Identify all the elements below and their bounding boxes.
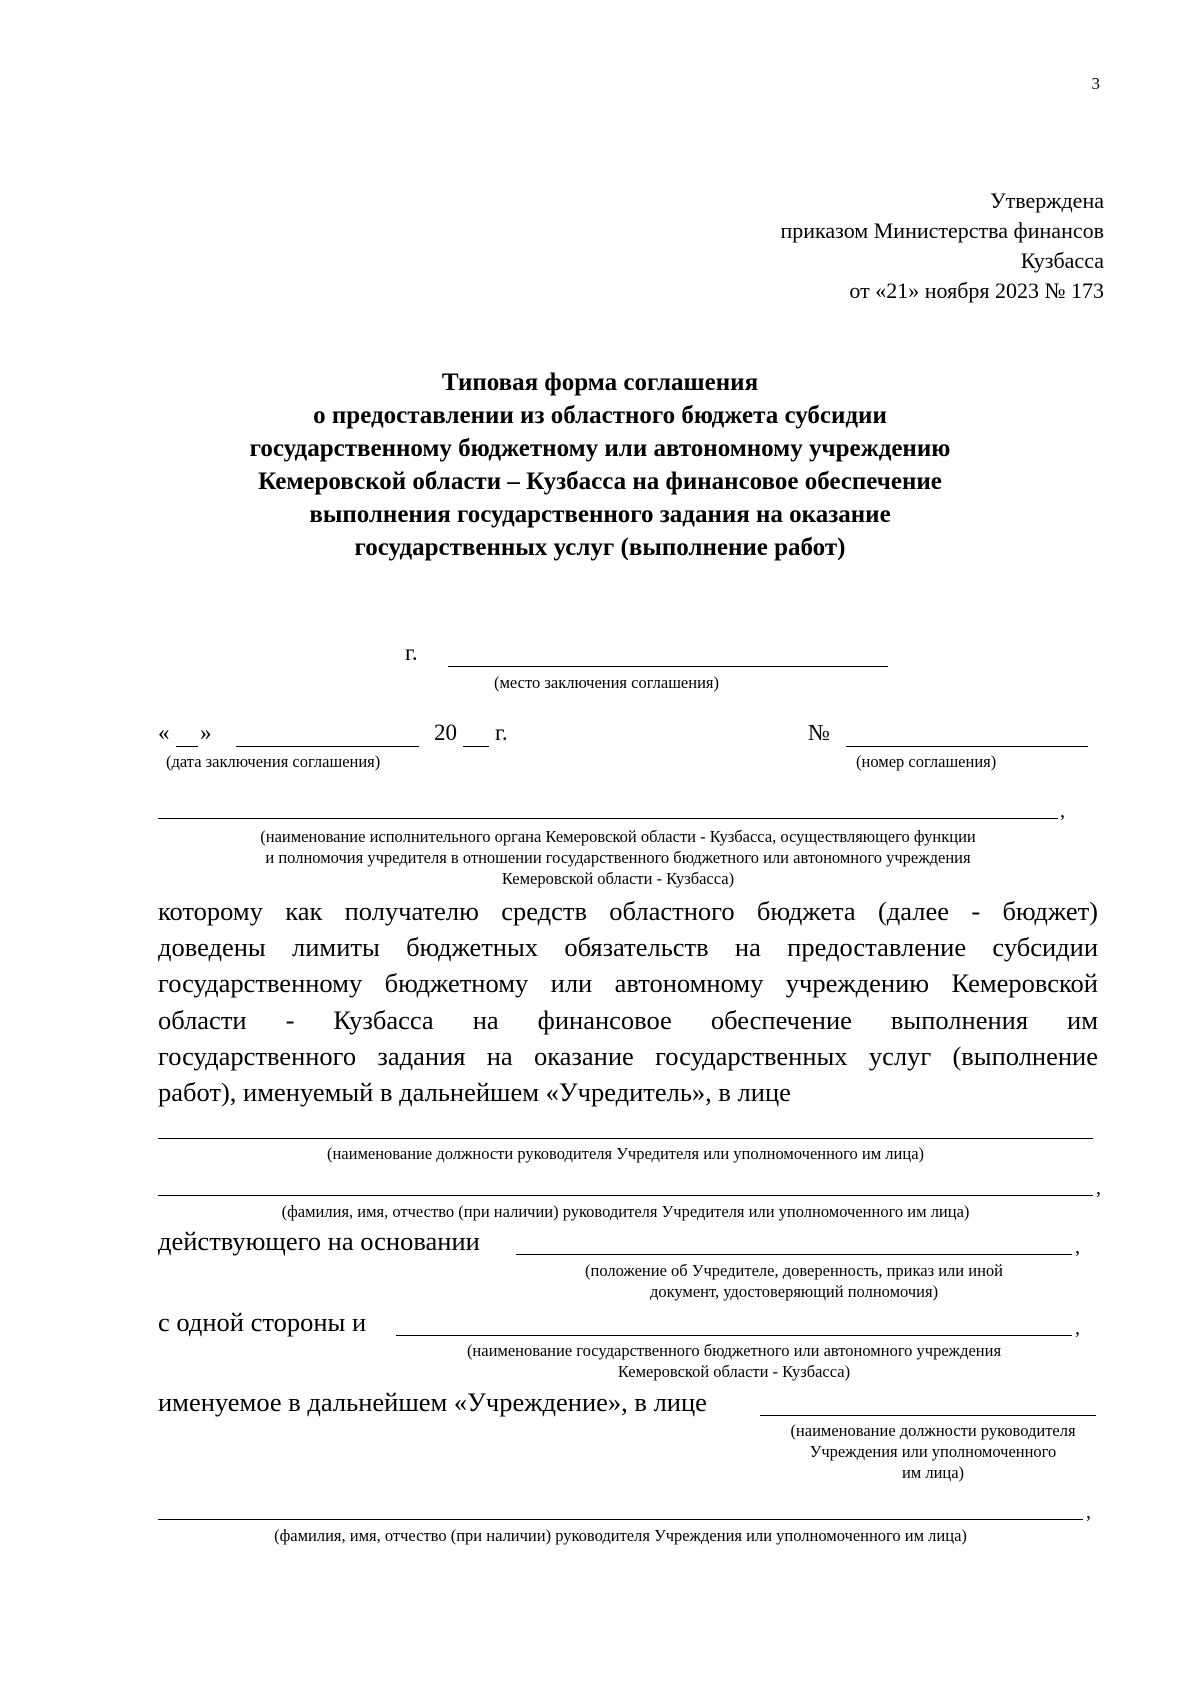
institution-caption-3: им лица) [901, 1463, 965, 1482]
institution-position-field[interactable] [760, 1415, 1096, 1416]
other-party-caption-1: (наименование государственного бюджетного или автономного учреждения [466, 1341, 1002, 1360]
approval-line-3: Кузбасса [1020, 248, 1104, 273]
number-caption: (номер соглашения) [856, 752, 997, 771]
acting-basis-caption [516, 1260, 1072, 1302]
document-title [100, 366, 1100, 564]
title-line-2: о предоставлении из областного бюджета субсидии [313, 402, 887, 429]
acting-basis-label: действующего на основании [158, 1226, 480, 1256]
founder-org-caption-3: Кемеровской области - Кузбасса) [501, 869, 735, 888]
founder-org-field[interactable] [158, 818, 1058, 819]
body-line-6: работ), именуемый в дальнейшем «Учредитель», в лице [158, 1077, 791, 1108]
acting-basis-caption-2: документ, удостоверяющий полномочия) [649, 1282, 939, 1301]
approval-line-2: приказом Министерства финансов [780, 218, 1104, 243]
institution-caption [760, 1420, 1106, 1483]
page-number: 3 [1091, 74, 1100, 93]
founder-fio-caption: (фамилия, имя, отчество (при наличии) руководителя Учредителя или уполномоченного им лица) [281, 1202, 970, 1221]
approval-line-1: Утверждена [990, 188, 1104, 213]
other-party-label: с одной стороны и [158, 1307, 367, 1337]
acting-basis-field[interactable] [516, 1254, 1072, 1255]
founder-org-caption [158, 826, 1078, 889]
institution-caption-1: (наименование должности руководителя [790, 1421, 1076, 1440]
founder-org-caption-2: и полномочия учредителя в отношении государственного бюджетного или автономного учреждения [265, 848, 971, 867]
other-party-caption [396, 1340, 1072, 1382]
other-party-field[interactable] [396, 1335, 1072, 1336]
date-quote-open: « [158, 720, 170, 745]
title-line-6: государственных услуг (выполнение работ) [354, 534, 846, 561]
title-line-3: государственному бюджетному или автономному учреждению [249, 435, 951, 462]
date-day-field[interactable] [176, 746, 198, 747]
title-line-4: Кемеровской области – Кузбасса на финансовое обеспечение [258, 468, 942, 495]
date-month-field[interactable] [236, 746, 419, 747]
date-year-prefix: 20 [434, 720, 457, 745]
institution-fio-field[interactable] [158, 1519, 1083, 1520]
approval-line-4: от «21» ноября 2023 № 173 [849, 278, 1104, 303]
institution-label: именуемое в дальнейшем «Учреждение», в лице [158, 1387, 707, 1417]
body-line-1: которому как получателю средств областного бюджета (далее - бюджет) [158, 896, 1098, 926]
other-party-comma: , [1075, 1317, 1080, 1339]
body-line-3: государственному бюджетному или автономному учреждению Кемеровской [158, 968, 1098, 999]
title-line-1: Типовая форма соглашения [441, 369, 759, 396]
number-symbol: № [808, 720, 830, 745]
founder-org-caption-1: (наименование исполнительного органа Кемеровской области - Кузбасса, осуществляющего функции [260, 827, 976, 846]
founder-fio-field[interactable] [158, 1195, 1093, 1196]
other-party-caption-2: Кемеровской области - Кузбасса) [617, 1362, 851, 1381]
institution-fio-comma: , [1086, 1501, 1091, 1523]
place-caption: (место заключения соглашения) [494, 673, 719, 692]
place-prefix: г. [405, 640, 418, 665]
institution-fio-caption: (фамилия, имя, отчество (при наличии) руководителя Учреждения или уполномоченного им лица) [274, 1526, 967, 1545]
body-line-2: доведены лимиты бюджетных обязательств на предоставление субсидии [158, 932, 1098, 963]
acting-basis-comma: , [1075, 1236, 1080, 1258]
body-line-4: области - Кузбасса на финансовое обеспечение выполнения им [158, 1004, 1098, 1035]
body-line-5: государственного задания на оказание государственных услуг (выполнение [158, 1040, 1098, 1071]
date-year-suffix: г. [495, 720, 508, 745]
acting-basis-caption-1: (положение об Учредителе, доверенность, приказ или иной [585, 1261, 1003, 1280]
date-quote-close: » [200, 720, 212, 745]
founder-org-comma: , [1060, 800, 1065, 822]
place-field[interactable] [448, 666, 888, 667]
body-paragraph [158, 893, 1098, 1110]
founder-position-caption: (наименование должности руководителя Учредителя или уполномоченного им лица) [326, 1144, 925, 1163]
date-year-field[interactable] [463, 746, 489, 747]
founder-position-field[interactable] [158, 1138, 1093, 1139]
number-field[interactable] [846, 746, 1088, 747]
approval-block [781, 186, 1105, 306]
founder-fio-comma: , [1096, 1177, 1101, 1199]
institution-caption-2: Учреждения или уполномоченного [809, 1442, 1057, 1461]
title-line-5: выполнения государственного задания на оказание [309, 501, 891, 528]
date-caption: (дата заключения соглашения) [166, 752, 381, 771]
